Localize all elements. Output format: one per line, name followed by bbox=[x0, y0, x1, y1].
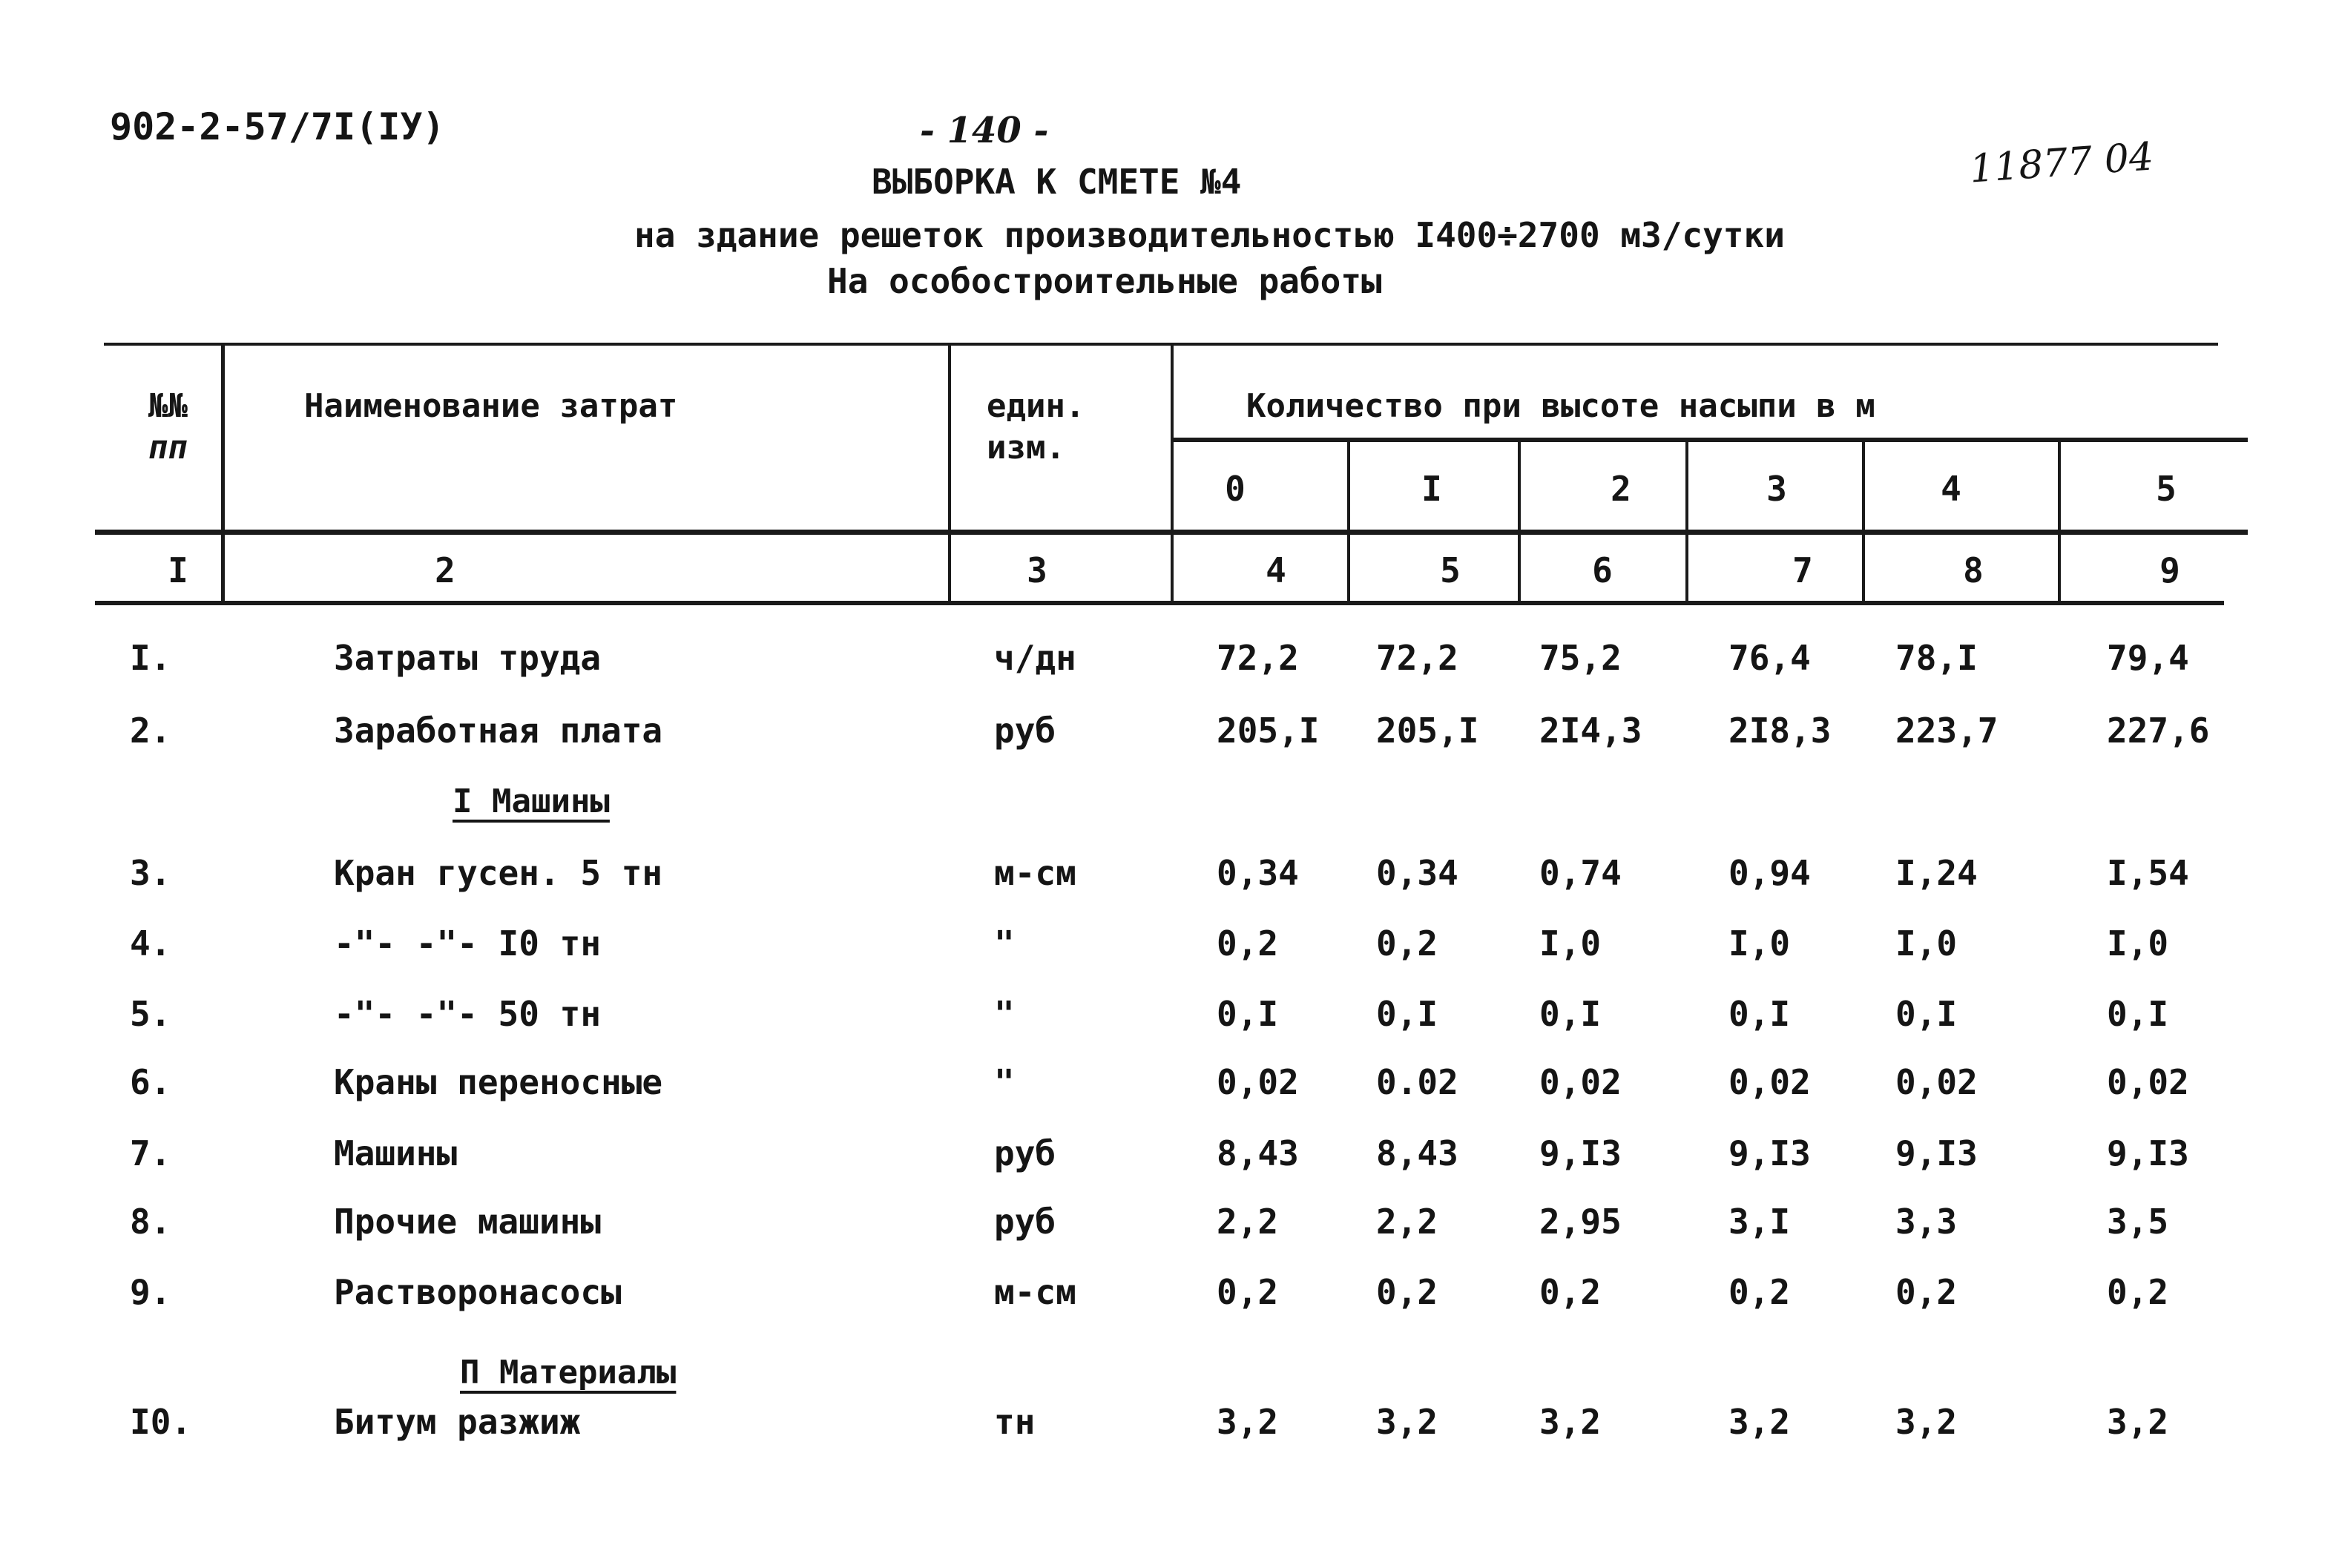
colnum-5: 5 bbox=[1440, 550, 1461, 590]
row-value: 78,I bbox=[1895, 638, 1978, 678]
colnum-1: I bbox=[168, 550, 188, 590]
row-name: Растворонасосы bbox=[334, 1272, 622, 1312]
row-unit: м-см bbox=[994, 853, 1076, 893]
header-num: №№ bbox=[148, 387, 188, 425]
row-value: 3,3 bbox=[1895, 1202, 1958, 1242]
header-unit: един. bbox=[987, 387, 1085, 425]
row-number: I0. bbox=[130, 1402, 192, 1442]
row-unit: " bbox=[994, 923, 1015, 963]
row-value: 3,I bbox=[1728, 1202, 1791, 1242]
row-value: 9,I3 bbox=[2107, 1133, 2189, 1173]
row-value: 227,6 bbox=[2107, 711, 2210, 751]
rule-col-3 bbox=[1862, 439, 1865, 605]
colnum-3: 3 bbox=[1027, 550, 1047, 590]
row-number: 5. bbox=[130, 994, 171, 1034]
row-name: Затраты труда bbox=[334, 638, 602, 678]
row-value: 2,2 bbox=[1376, 1202, 1438, 1242]
row-value: 0,74 bbox=[1539, 853, 1622, 893]
row-unit: " bbox=[994, 1062, 1015, 1102]
quantity-subheader-rule bbox=[1172, 438, 2248, 442]
rule-col-0 bbox=[1347, 439, 1350, 605]
row-value: 3,2 bbox=[1217, 1402, 1279, 1442]
header-quantity: Количество при высоте насыпи в м bbox=[1246, 387, 1875, 425]
row-number: 3. bbox=[130, 853, 171, 893]
row-value: 0,2 bbox=[1895, 1272, 1958, 1312]
row-value: I,24 bbox=[1895, 853, 1978, 893]
section-materials: П Материалы bbox=[460, 1354, 677, 1391]
row-value: 9,I3 bbox=[1895, 1133, 1978, 1173]
row-value: 0,I bbox=[1376, 994, 1438, 1034]
row-name: Прочие машины bbox=[334, 1202, 602, 1242]
row-value: 9,I3 bbox=[1728, 1133, 1811, 1173]
inventory-number: 11877 04 bbox=[1968, 134, 2155, 192]
row-value: 0,94 bbox=[1728, 853, 1811, 893]
header-unit-2: изм. bbox=[987, 429, 1065, 467]
row-value: 3,2 bbox=[1376, 1402, 1438, 1442]
row-value: 0,I bbox=[1539, 994, 1602, 1034]
row-unit: тн bbox=[994, 1402, 1036, 1442]
rule-after-unit bbox=[1171, 343, 1174, 605]
row-value: 0,2 bbox=[1217, 923, 1279, 963]
row-value: 3,2 bbox=[1728, 1402, 1791, 1442]
row-value: 8,43 bbox=[1217, 1133, 1299, 1173]
row-value: 223,7 bbox=[1895, 711, 1998, 751]
row-unit: руб bbox=[994, 1202, 1056, 1242]
height-0: 0 bbox=[1225, 469, 1246, 509]
section-machines: I Машины bbox=[453, 783, 610, 820]
colnum-7: 7 bbox=[1792, 550, 1813, 590]
colnum-4: 4 bbox=[1266, 550, 1286, 590]
row-value: 0,02 bbox=[2107, 1062, 2189, 1102]
row-value: 205,I bbox=[1217, 711, 1320, 751]
row-value: 0,2 bbox=[1539, 1272, 1602, 1312]
row-value: 2,95 bbox=[1539, 1202, 1622, 1242]
row-unit: руб bbox=[994, 711, 1056, 751]
row-value: 2I4,3 bbox=[1539, 711, 1642, 751]
row-value: I,0 bbox=[2107, 923, 2169, 963]
document-code: 902-2-57/7I(IУ) bbox=[110, 105, 445, 148]
colnum-2: 2 bbox=[435, 550, 455, 590]
row-value: 0,02 bbox=[1895, 1062, 1978, 1102]
row-name: Машины bbox=[334, 1133, 458, 1173]
height-5: 5 bbox=[2156, 469, 2177, 509]
row-value: 9,I3 bbox=[1539, 1133, 1622, 1173]
colnum-9: 9 bbox=[2159, 550, 2180, 590]
document-title: ВЫБОРКА К СМЕТЕ №4 bbox=[872, 162, 1242, 202]
row-value: 0,I bbox=[1217, 994, 1279, 1034]
row-value: 0,2 bbox=[1728, 1272, 1791, 1312]
row-number: 2. bbox=[130, 711, 171, 751]
row-value: 0,2 bbox=[1376, 1272, 1438, 1312]
row-value: 72,2 bbox=[1217, 638, 1299, 678]
row-unit: ч/дн bbox=[994, 638, 1076, 678]
row-number: 7. bbox=[130, 1133, 171, 1173]
row-value: 8,43 bbox=[1376, 1133, 1458, 1173]
row-value: 2,2 bbox=[1217, 1202, 1279, 1242]
row-value: I,54 bbox=[2107, 853, 2189, 893]
row-value: 3,2 bbox=[1539, 1402, 1602, 1442]
row-name: -"- -"- I0 тн bbox=[334, 923, 602, 963]
rule-after-name bbox=[948, 343, 951, 605]
row-value: 0,02 bbox=[1217, 1062, 1299, 1102]
header-name: Наименование затрат bbox=[304, 387, 678, 425]
height-2: 2 bbox=[1611, 469, 1631, 509]
row-number: 4. bbox=[130, 923, 171, 963]
column-number-rule bbox=[95, 601, 2224, 605]
row-value: 79,4 bbox=[2107, 638, 2189, 678]
row-name: Краны переносные bbox=[334, 1062, 663, 1102]
row-value: 0,I bbox=[1895, 994, 1958, 1034]
row-name: -"- -"- 50 тн bbox=[334, 994, 602, 1034]
rule-col-4 bbox=[2058, 439, 2061, 605]
row-value: 0,34 bbox=[1376, 853, 1458, 893]
row-value: 3,5 bbox=[2107, 1202, 2169, 1242]
row-value: 0,02 bbox=[1728, 1062, 1811, 1102]
row-value: I,0 bbox=[1895, 923, 1958, 963]
page-number: - 140 - bbox=[920, 110, 1049, 151]
row-value: 0,34 bbox=[1217, 853, 1299, 893]
row-value: 0,2 bbox=[1376, 923, 1438, 963]
row-value: 0,02 bbox=[1539, 1062, 1622, 1102]
row-value: 0,I bbox=[1728, 994, 1791, 1034]
row-value: I,0 bbox=[1728, 923, 1791, 963]
height-1: I bbox=[1421, 469, 1442, 509]
colnum-6: 6 bbox=[1592, 550, 1613, 590]
row-value: 75,2 bbox=[1539, 638, 1622, 678]
rule-col-2 bbox=[1685, 439, 1688, 605]
row-name: Битум разжиж bbox=[334, 1402, 581, 1442]
row-name: Заработная плата bbox=[334, 711, 663, 751]
height-4: 4 bbox=[1941, 469, 1961, 509]
document-subtitle-2: На особостроительные работы bbox=[827, 261, 1382, 301]
row-unit: руб bbox=[994, 1133, 1056, 1173]
row-number: 8. bbox=[130, 1202, 171, 1242]
row-value: 205,I bbox=[1376, 711, 1479, 751]
row-number: 9. bbox=[130, 1272, 171, 1312]
row-value: 76,4 bbox=[1728, 638, 1811, 678]
colnum-8: 8 bbox=[1963, 550, 1984, 590]
row-number: 6. bbox=[130, 1062, 171, 1102]
row-value: 3,2 bbox=[2107, 1402, 2169, 1442]
row-unit: " bbox=[994, 994, 1015, 1034]
row-value: 0,2 bbox=[2107, 1272, 2169, 1312]
rule-col-1 bbox=[1518, 439, 1521, 605]
row-unit: м-см bbox=[994, 1272, 1076, 1312]
row-value: 0,2 bbox=[1217, 1272, 1279, 1312]
document-subtitle: на здание решеток производительностью I400÷2700 м3/сутки bbox=[634, 215, 1785, 255]
row-number: I. bbox=[130, 638, 171, 678]
height-3: 3 bbox=[1766, 469, 1787, 509]
row-value: 2I8,3 bbox=[1728, 711, 1832, 751]
row-name: Кран гусен. 5 тн bbox=[334, 853, 663, 893]
header-num-2: пп bbox=[148, 429, 188, 467]
row-value: 3,2 bbox=[1895, 1402, 1958, 1442]
row-value: 0.02 bbox=[1376, 1062, 1458, 1102]
row-value: 72,2 bbox=[1376, 638, 1458, 678]
row-value: 0,I bbox=[2107, 994, 2169, 1034]
table-top-rule bbox=[104, 343, 2218, 346]
row-value: I,0 bbox=[1539, 923, 1602, 963]
